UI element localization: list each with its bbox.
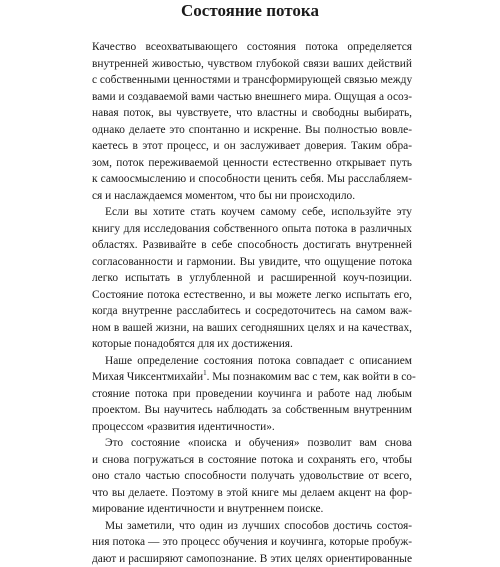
text-line: ном в вашей жизни, на ваших сегодняшних целях и на качествах, xyxy=(92,320,412,337)
text-line: легко испытать в углубленной и расширенной коуч-позиции. xyxy=(92,270,412,287)
text-line: Это состояние «поиска и обучения» позволит вам снова xyxy=(92,435,412,452)
text-line: Если вы хотите стать коучем самому себе, используйте эту xyxy=(92,204,412,221)
text-line: ся и наслаждаемся моментом, что бы ни происходило. xyxy=(92,188,412,205)
text-line: стояние потока при проведении коучинга и работе над любым xyxy=(92,386,412,403)
text-line: Состояние потока естественно, и вы можете легко испытать его, xyxy=(92,287,412,304)
text-line: Михая Чиксентмихайи$^1$. Мы познакомим вас с тем, как войти в со- xyxy=(92,369,412,386)
footnote-marker[interactable]: 1 xyxy=(203,369,207,377)
text-line: однако делаете это спонтанно и искренне. Вы полностью вовле- xyxy=(92,122,412,139)
text-line: зом, поток переживаемой ценности естественно открывает путь xyxy=(92,155,412,172)
paragraph xyxy=(92,204,412,353)
text-line: ния потока — это процесс обучения и коучинга, которые пробуж- xyxy=(92,534,412,551)
text-line: областях. Развивайте в себе способность достигать внутренней xyxy=(92,237,412,254)
text-line: каетесь в этот процесс, и он заслуживает доверия. Таким обра- xyxy=(92,138,412,155)
text-line: оно стало частью способности получать удовольствие от всего, xyxy=(92,468,412,485)
paragraph xyxy=(92,353,412,436)
paragraph xyxy=(92,39,412,204)
text-line: дают и расширяют самопознание. В этих целях ориентированные xyxy=(92,551,412,567)
text-line: когда внутренне расслабитесь и сосредоточитесь на самом важ- xyxy=(92,303,412,320)
text-line: мирование идентичности и внутреннем поиске. xyxy=(92,501,412,518)
paragraph xyxy=(92,518,412,567)
section-heading: Состояние потока xyxy=(0,0,500,22)
text-line: навая поток, вы чувствуете, что властны и свободны выбирать, xyxy=(92,105,412,122)
text-line: Мы заметили, что один из лучших способов достичь состоя- xyxy=(92,518,412,535)
paragraph xyxy=(92,435,412,518)
body-text xyxy=(92,39,412,567)
text-line: которые понадобятся для их достижения. xyxy=(92,336,412,353)
text-line: проектом. Вы научитесь наблюдать за собственным внутренним xyxy=(92,402,412,419)
text-line: процессом «развития идентичности». xyxy=(92,419,412,436)
text-line: книгу для исследования собственного опыта потока в различных xyxy=(92,221,412,238)
text-line: Качество всеохватывающего состояния потока определяется xyxy=(92,39,412,56)
text-line: Наше определение состояния потока совпадает с описанием xyxy=(92,353,412,370)
text-line: что вы делаете. Поэтому в этой книге мы делаем акцент на фор- xyxy=(92,485,412,502)
text-line: внутренней живостью, чувством глубокой связи ваших действий xyxy=(92,56,412,73)
text-line: согласованности и гармонии. Вы увидите, что ощущение потока xyxy=(92,254,412,271)
text-line: к самоосмыслению и способности ценить себя. Мы расслабляем- xyxy=(92,171,412,188)
text-line: и снова погружаться в состояние потока и сохранять его, чтобы xyxy=(92,452,412,469)
text-line: вами и создаваемой вами частью внешнего мира. Ощущая а осоз- xyxy=(92,89,412,106)
text-line: с собственными ценностями и трансформирующей связью между xyxy=(92,72,412,89)
